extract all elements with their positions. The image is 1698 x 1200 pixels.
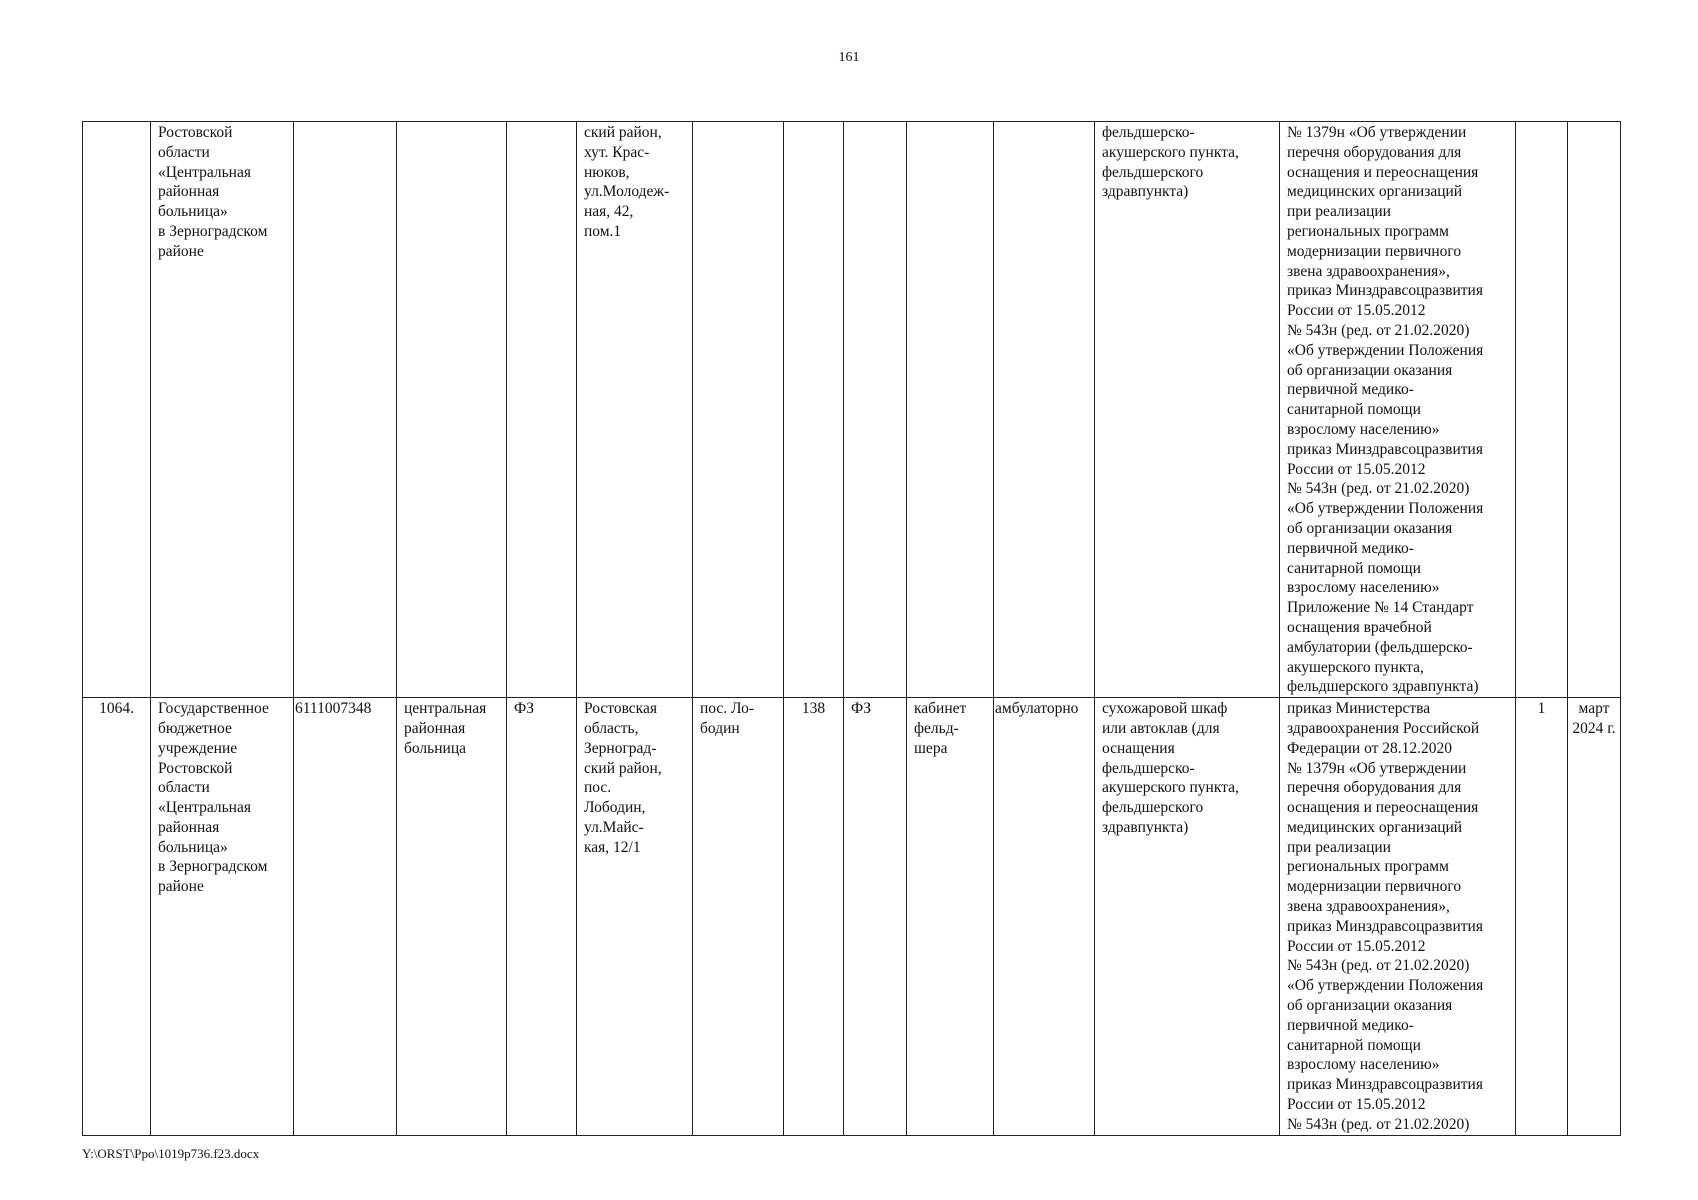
cell-code bbox=[784, 122, 844, 698]
cell-quantity: 1 bbox=[1516, 698, 1568, 1136]
cell-organization: Ростовской области «Центральная районная больница» в Зерноградском районе bbox=[151, 122, 294, 698]
cell-settlement bbox=[693, 122, 784, 698]
table-row bbox=[83, 698, 1621, 1136]
cell-settlement: пос. Ло- бодин bbox=[693, 698, 784, 1136]
table-row bbox=[83, 122, 1621, 698]
cell-abbr: ФЗ bbox=[507, 698, 577, 1136]
cell-org-type: центральная районная больница bbox=[397, 698, 507, 1136]
cell-number bbox=[83, 122, 151, 698]
cell-organization: Государственное бюджетное учреждение Ростовской области «Центральная районная больница» в Зерноградском районе bbox=[151, 698, 294, 1136]
cell-abbr2: ФЗ bbox=[844, 698, 907, 1136]
cell-inn: 6111007348 bbox=[294, 698, 397, 1136]
equipment-table bbox=[82, 121, 1621, 1136]
cell-room bbox=[907, 122, 994, 698]
cell-room: кабинет фельд- шера bbox=[907, 698, 994, 1136]
footer-file-path: Y:\ORST\Ppo\1019p736.f23.docx bbox=[82, 1146, 260, 1161]
cell-equipment: фельдшерско- акушерского пункта, фельдшерского здравпункта) bbox=[1095, 122, 1280, 698]
cell-address: ский район, хут. Крас- нюков, ул.Молодеж- ная, 42, пом.1 bbox=[577, 122, 693, 698]
cell-abbr bbox=[507, 122, 577, 698]
cell-address: Ростовская область, Зерноград- ский район, пос. Лободин, ул.Майс- кая, 12/1 bbox=[577, 698, 693, 1136]
page-number: 161 bbox=[838, 50, 860, 65]
cell-number: 1064. bbox=[83, 698, 151, 1136]
cell-term: март 2024 г. bbox=[1568, 698, 1621, 1136]
cell-code: 138 bbox=[784, 698, 844, 1136]
cell-basis: приказ Министерства здравоохранения Российской Федерации от 28.12.2020 № 1379н «Об утверждении перечня оборудования для оснащения и переоснащения медицинских организаций при реализации региональных программ модернизации первичного звена здравоохранения», приказ Минздравсоцразвития России от 15.05.2012 № 543н (ред. от 21.02.2020) «Об утверждении Положения об организации оказания первичной медико- санитарной помощи взрослому населению» приказ Минздравсоцразвития России от 15.05.2012 № 543н (ред. от 21.02.2020) bbox=[1280, 698, 1516, 1136]
cell-org-type bbox=[397, 122, 507, 698]
cell-equipment: сухожаровой шкаф или автоклав (для оснащения фельдшерско- акушерского пункта, фельдшерского здравпункта) bbox=[1095, 698, 1280, 1136]
cell-care-form bbox=[994, 122, 1095, 698]
cell-basis: № 1379н «Об утверждении перечня оборудования для оснащения и переоснащения медицинских организаций при реализации региональных программ модернизации первичного звена здравоохранения», приказ Минздравсоцразвития России от 15.05.2012 № 543н (ред. от 21.02.2020) «Об утверждении Положения об организации оказания первичной медико- санитарной помощи взрослому населению» приказ Минздравсоцразвития России от 15.05.2012 № 543н (ред. от 21.02.2020) «Об утверждении Положения об организации оказания первичной медико- санитарной помощи взрослому населению» Приложение № 14 Стандарт оснащения врачебной амбулатории (фельдшерско- акушерского пункта, фельдшерского здравпункта) bbox=[1280, 122, 1516, 698]
cell-abbr2 bbox=[844, 122, 907, 698]
cell-care-form: амбулаторно bbox=[994, 698, 1095, 1136]
cell-term bbox=[1568, 122, 1621, 698]
cell-inn bbox=[294, 122, 397, 698]
cell-quantity bbox=[1516, 122, 1568, 698]
